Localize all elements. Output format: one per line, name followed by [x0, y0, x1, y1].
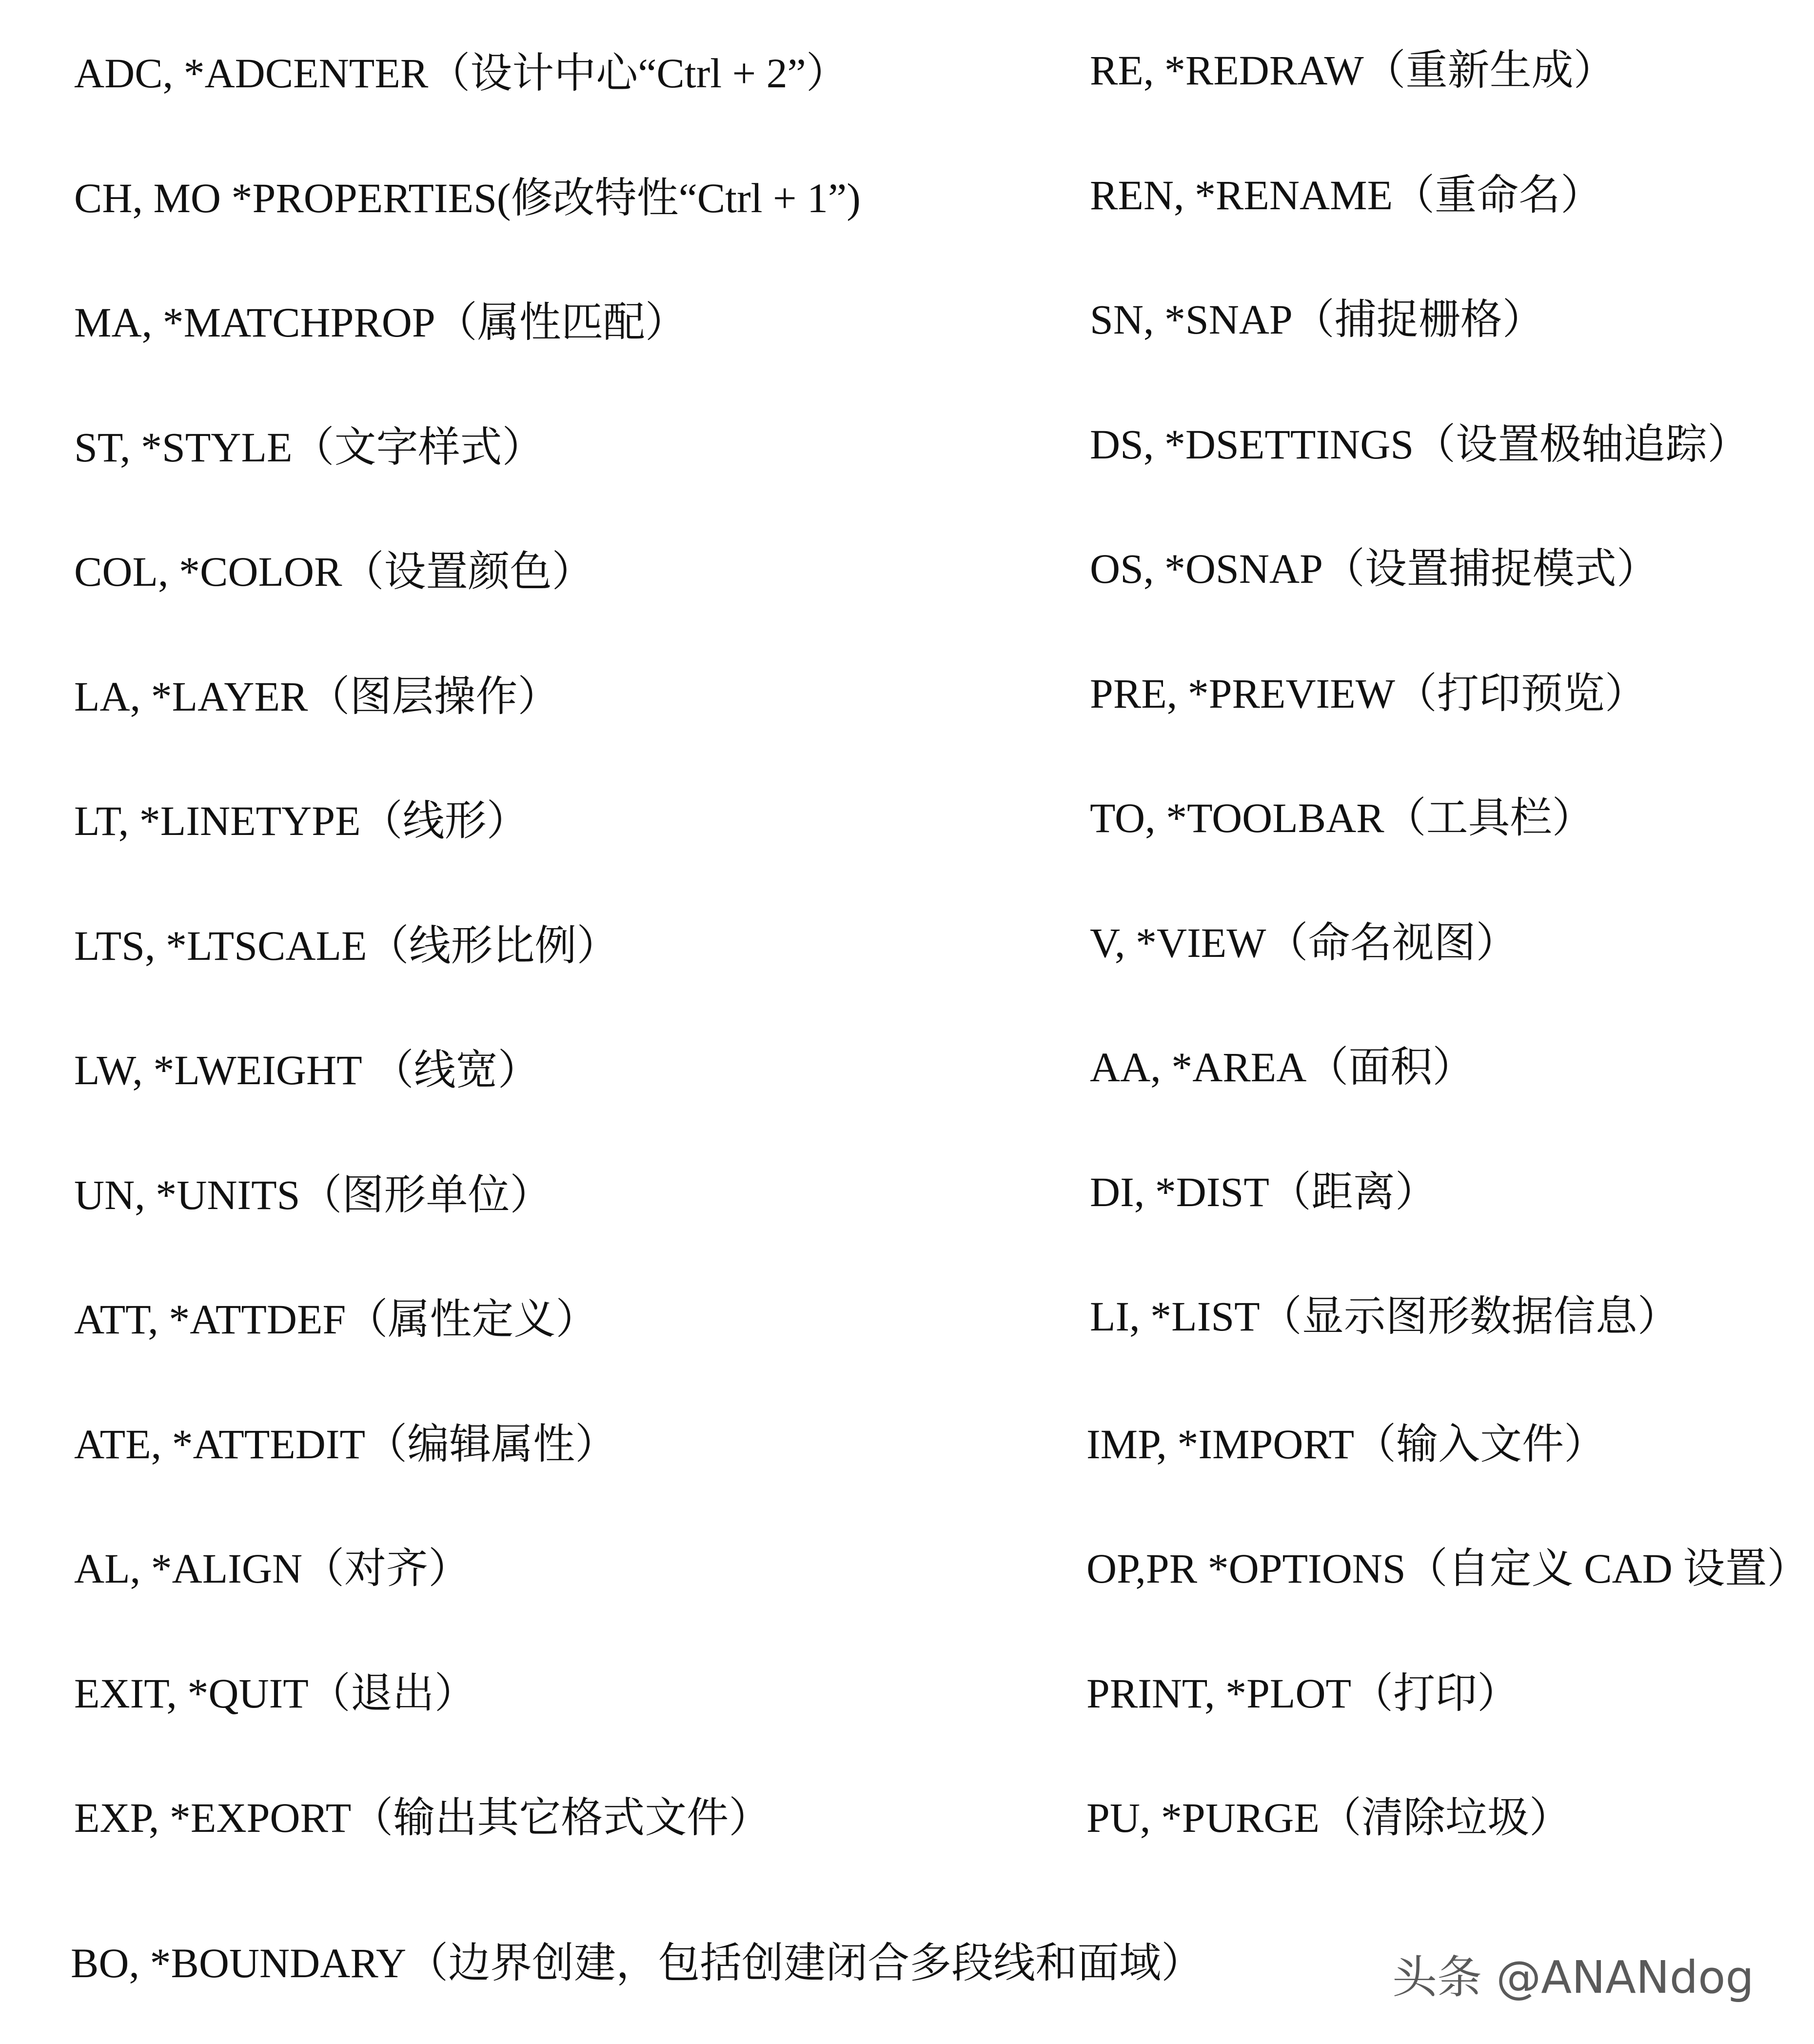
entry-import: IMP, *IMPORT（输入文件）	[1086, 1421, 1606, 1468]
entry-redraw: RE, *REDRAW（重新生成）	[1090, 47, 1616, 94]
entry-options: OP,PR *OPTIONS（自定义 CAD 设置）	[1086, 1545, 1809, 1592]
entry-dsettings: DS, *DSETTINGS（设置极轴追踪）	[1090, 421, 1750, 468]
entry-dist: DI, *DIST（距离）	[1090, 1169, 1437, 1215]
entry-osnap: OS, *OSNAP（设置捕捉模式）	[1090, 545, 1658, 592]
entry-color: COL, *COLOR（设置颜色）	[74, 548, 594, 595]
entry-quit: EXIT, *QUIT（退出）	[74, 1670, 476, 1717]
entry-rename: REN, *RENAME（重命名）	[1090, 172, 1603, 218]
entry-attdef: ATT, *ATTDEF（属性定义）	[74, 1296, 598, 1343]
entry-view: V, *VIEW（命名视图）	[1090, 919, 1518, 966]
entry-plot: PRINT, *PLOT（打印）	[1086, 1670, 1519, 1717]
entry-ltscale: LTS, *LTSCALE（线形比例）	[74, 922, 619, 969]
entry-linetype: LT, *LINETYPE（线形）	[74, 797, 529, 844]
entry-properties: CH, MO *PROPERTIES(修改特性“Ctrl + 1”)	[74, 175, 861, 221]
entry-boundary: BO, *BOUNDARY（边界创建，包括创建闭合多段线和面域）	[71, 1940, 1203, 1986]
entry-attedit: ATE, *ATTEDIT（编辑属性）	[74, 1421, 617, 1468]
watermark-text: 头条 @ANANdog	[1392, 1951, 1754, 2004]
entry-purge: PU, *PURGE（清除垃圾）	[1086, 1794, 1571, 1841]
entry-layer: LA, *LAYER（图层操作）	[74, 673, 560, 720]
entry-adcenter: ADC, *ADCENTER（设计中心“Ctrl + 2”）	[74, 50, 848, 97]
entry-area: AA, *AREA（面积）	[1090, 1044, 1475, 1091]
entry-matchprop: MA, *MATCHPROP（属性匹配）	[74, 299, 687, 346]
entry-list: LI, *LIST（显示图形数据信息）	[1090, 1293, 1679, 1340]
entry-units: UN, *UNITS（图形单位）	[74, 1171, 552, 1218]
entry-toolbar: TO, *TOOLBAR（工具栏）	[1090, 794, 1594, 841]
entry-style: ST, *STYLE（文字样式）	[74, 424, 544, 471]
entry-snap: SN, *SNAP（捕捉栅格）	[1090, 296, 1544, 343]
entry-lweight: LW, *LWEIGHT （线宽）	[74, 1047, 540, 1093]
entry-export: EXP, *EXPORT（输出其它格式文件）	[74, 1794, 771, 1841]
entry-preview: PRE, *PREVIEW（打印预览）	[1090, 670, 1647, 717]
entry-align: AL, *ALIGN（对齐）	[74, 1545, 471, 1592]
